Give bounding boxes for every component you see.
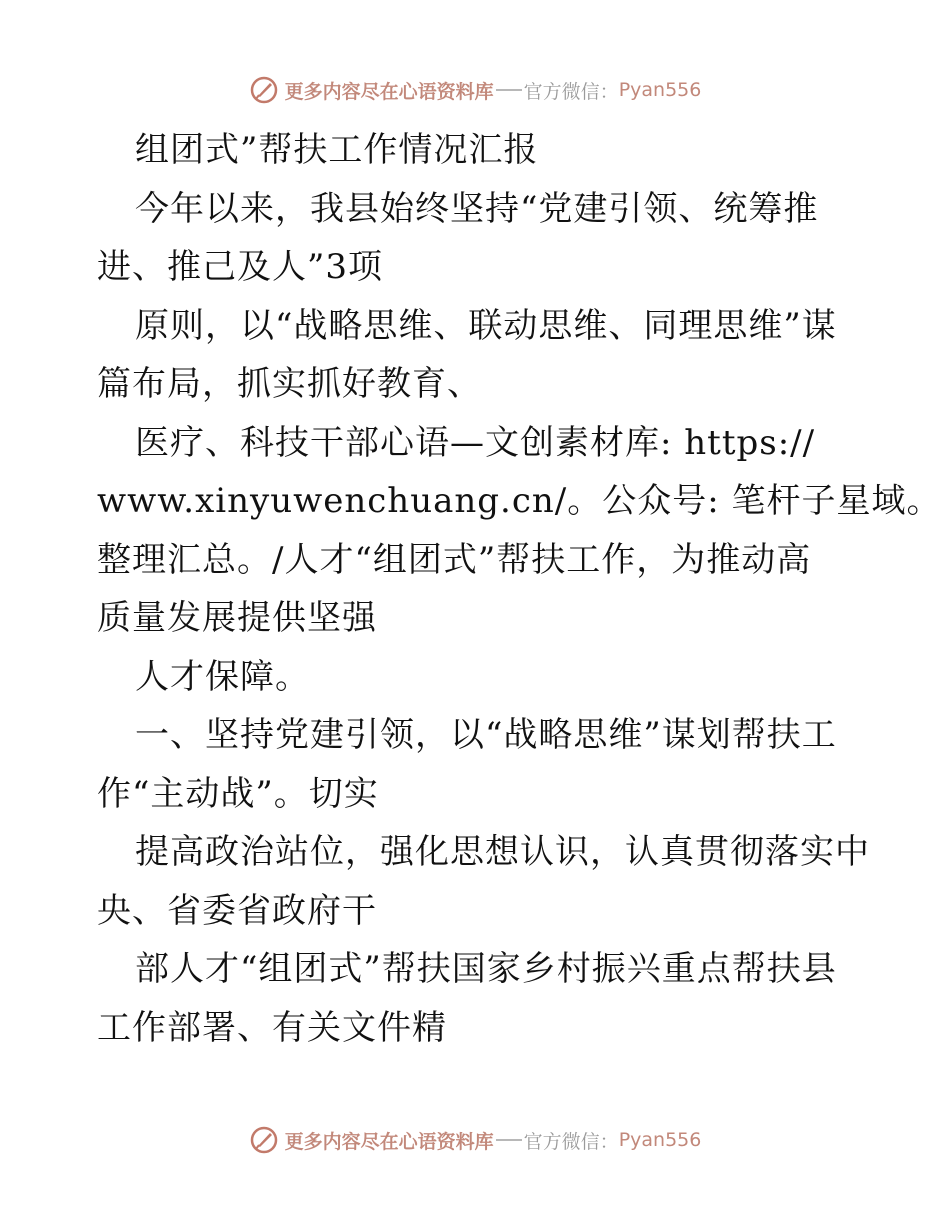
doc-line: 组团式”帮扶工作情况汇报 [135, 130, 539, 170]
quill-logo-icon [249, 75, 279, 105]
doc-line: 央、省委省政府干 [97, 890, 377, 931]
doc-line: www.xinyuwenchuang.cn/。公众号: 笔杆子星域。 [97, 481, 942, 521]
doc-line: 人才保障。 [135, 656, 310, 697]
banner-wechat-label: 官方微信： [523, 1130, 619, 1153]
doc-line: 医疗、科技干部心语—文创素材库: https:// [135, 422, 816, 463]
banner-dash [496, 1139, 522, 1141]
banner-wechat-id: Pyan556 [618, 79, 702, 101]
header-banner [0, 70, 950, 110]
banner-slogan: 更多内容尽在心语资料库 [284, 1130, 494, 1153]
banner-wechat-label: 官方微信： [523, 80, 619, 103]
doc-line: 作“主动战”。切实 [97, 773, 379, 814]
doc-line: 部人才“组团式”帮扶国家乡村振兴重点帮扶县 [135, 949, 837, 989]
footer-banner [0, 1120, 950, 1160]
document-body [97, 121, 942, 1057]
quill-logo-icon [249, 1125, 279, 1155]
banner-dash [496, 89, 522, 91]
doc-line: 提高政治站位，强化思想认识，认真贯彻落实中 [135, 832, 870, 872]
doc-line: 今年以来，我县始终坚持“党建引领、统筹推 [135, 188, 819, 229]
doc-line: 质量发展提供坚强 [97, 598, 377, 638]
doc-line: 进、推己及人”3项 [97, 247, 384, 287]
doc-line: 工作部署、有关文件精 [97, 1007, 447, 1048]
doc-line: 篇布局，抓实抓好教育、 [97, 364, 482, 404]
doc-line: 原则，以“战略思维、联动思维、同理思维”谋 [135, 305, 837, 346]
banner-wechat-id: Pyan556 [618, 1129, 702, 1151]
doc-line: 整理汇总。/人才“组团式”帮扶工作，为推动高 [97, 539, 812, 580]
doc-line: 一、坚持党建引领，以“战略思维”谋划帮扶工 [135, 715, 837, 755]
banner-slogan: 更多内容尽在心语资料库 [284, 80, 494, 103]
